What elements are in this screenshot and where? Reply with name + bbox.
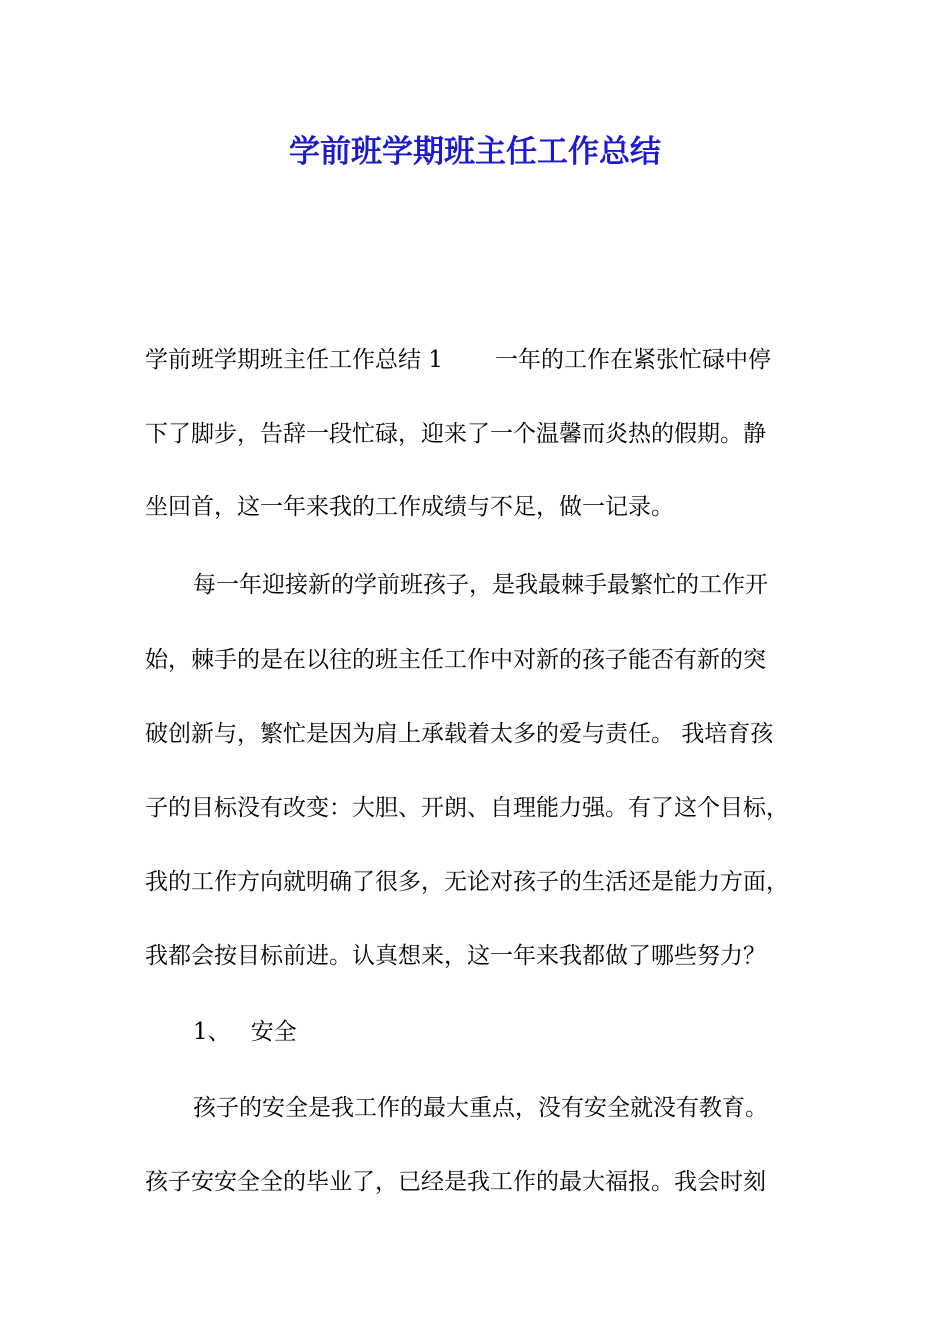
paragraph-line: 我都会按目标前进。认真想来，这一年来我都做了哪些努力？ xyxy=(145,943,766,969)
paragraph-line xyxy=(145,340,771,380)
paragraph-text: 一年的工作在紧张忙碌中停 xyxy=(494,347,771,373)
paragraph-line: 下了脚步，告辞一段忙碌，迎来了一个温馨而炎热的假期。静 xyxy=(145,421,766,447)
paragraph-line: 孩子安安全全的毕业了，已经是我工作的最大福报。我会时刻 xyxy=(145,1169,766,1195)
list-item-label: 安全 xyxy=(250,1019,297,1045)
paragraph-line: 子的目标没有改变：大胆、开朗、自理能力强。有了这个目标， xyxy=(145,795,789,821)
section-heading: 学前班学期班主任工作总结 1 xyxy=(145,347,443,373)
paragraph-line: 我的工作方向就明确了很多，无论对孩子的生活还是能力方面， xyxy=(145,869,789,895)
paragraph-line: 孩子的安全是我工作的最大重点，没有安全就没有教育。 xyxy=(193,1095,768,1121)
paragraph-line: 每一年迎接新的学前班孩子，是我最棘手最繁忙的工作开 xyxy=(193,572,768,598)
list-item xyxy=(193,1012,297,1052)
paragraph-line: 破创新与，繁忙是因为肩上承载着太多的爱与责任。 我培育孩 xyxy=(145,721,774,747)
paragraph-line: 始，棘手的是在以往的班主任工作中对新的孩子能否有新的突 xyxy=(145,647,766,673)
paragraph-line: 坐回首，这一年来我的工作成绩与不足，做一记录。 xyxy=(145,494,674,520)
document-title: 学前班学期班主任工作总结 xyxy=(289,134,661,170)
list-item-number: 1、 xyxy=(193,1019,231,1045)
